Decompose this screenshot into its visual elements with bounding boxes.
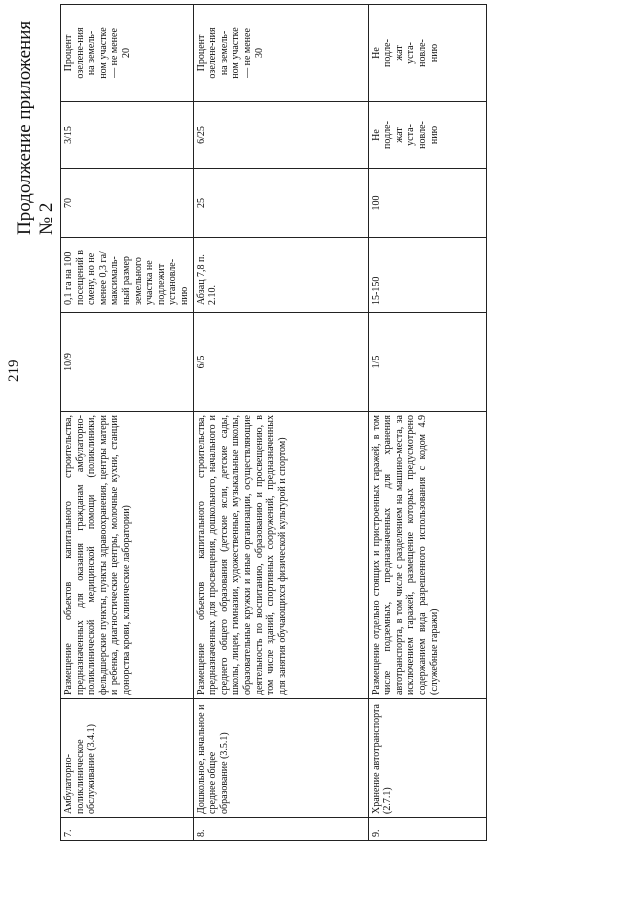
row-number: 7. bbox=[61, 818, 194, 841]
setback-text: Не подле-жат уста-новле-нию bbox=[370, 121, 440, 149]
plot-area-text: 0,1 га на 100 посещений в смену, но не менее 0,3 га/ максималь-ный размер земельного участка не подлежит установле-нию bbox=[63, 249, 190, 305]
annex-title: Продолжение приложения № 2 bbox=[14, 20, 57, 235]
use-name: Амбулаторно-поликлиническое обслуживание (3.4.1) bbox=[61, 699, 194, 818]
floors-value: 10/9 bbox=[61, 313, 194, 412]
setback-value bbox=[368, 102, 486, 169]
plot-area-text: Абзац 7,8 п. 2.10. bbox=[195, 254, 219, 305]
plot-area-value bbox=[61, 238, 194, 313]
floors-value: 6/5 bbox=[193, 313, 368, 412]
row-number: 8. bbox=[193, 818, 368, 841]
use-name: Хранение автотранспорта (2.7.1) bbox=[368, 699, 486, 818]
setback-value: 6/25 bbox=[193, 102, 368, 169]
use-description: Размещение объектов капитального строительства, предназначенных для оказания гражданам амбулаторно-поликлинической медицинской помощи (поликлиники, фельдшерские пункты, пункты здравоохранения, центры матери и ребенка, диагностические центры, молочные кухни, станции донорства крови, клинические лаборатории) bbox=[61, 412, 194, 699]
floors-value: 1/5 bbox=[368, 313, 486, 412]
plot-area-value bbox=[368, 238, 486, 313]
row-number: 9. bbox=[368, 818, 486, 841]
plot-area-value bbox=[193, 238, 368, 313]
table-row bbox=[61, 5, 194, 841]
use-description: Размещение объектов капитального строительства, предназначенных для просвещения, дошкольного, начального и среднего общего образования (детские ясли, детские сады, школы, лицеи, гимназии, художественные, музыкальные школы, образовательные кружки и иные организации, осуществляющие деятельность по воспитанию, образованию и просвещению, в том числе зданий, спортивных сооружений, предназначенных для занятия обучающихся физической культурой и спортом) bbox=[193, 412, 368, 699]
plot-area-text: 15-150 bbox=[370, 276, 382, 305]
table-row bbox=[368, 5, 486, 841]
greening-text: Процент озелене-ния на земель-ном участке — не менее 20 bbox=[63, 27, 132, 79]
greening-text: Процент озелене-ния на земель-ном участке — не менее 30 bbox=[195, 27, 265, 79]
use-name: Дошкольное, начальное и среднее общее образование (3.5.1) bbox=[193, 699, 368, 818]
coverage-value: 100 bbox=[368, 169, 486, 238]
page-number: 219 bbox=[6, 359, 22, 382]
use-description: Размещение отдельно стоящих и пристроенных гаражей, в том числе подземных, предназначенных для хранения автотранспорта, в том числе с разделением на машино-места, за исключением гаражей, размещение которых предусмотрено содержанием вида разрешенного использования с кодом 4.9 (служебные гаражи) bbox=[368, 412, 486, 699]
coverage-value: 25 bbox=[193, 169, 368, 238]
table-row bbox=[193, 5, 368, 841]
greening-text: Не подле-жат уста-новле-нию bbox=[370, 39, 440, 67]
coverage-value: 70 bbox=[61, 169, 194, 238]
greening-value bbox=[61, 5, 194, 102]
greening-value bbox=[193, 5, 368, 102]
setback-value: 3/15 bbox=[61, 102, 194, 169]
land-use-table bbox=[60, 4, 487, 841]
greening-value bbox=[368, 5, 486, 102]
